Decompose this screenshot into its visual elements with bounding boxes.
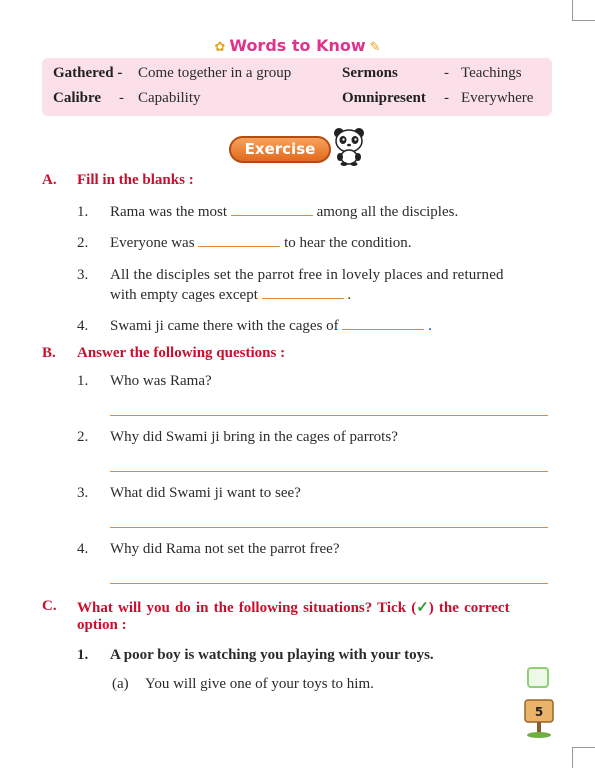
option-label: (a) <box>112 676 129 692</box>
word-meaning: Everywhere <box>461 90 534 106</box>
item-number: 1. <box>77 204 89 220</box>
section-c-title <box>77 598 510 617</box>
word-term: Sermons <box>342 65 398 81</box>
word-separator: - <box>444 65 449 81</box>
blank-line[interactable] <box>198 245 280 247</box>
word-entry <box>53 65 122 82</box>
answer-line[interactable] <box>110 527 548 528</box>
word-meaning: Capability <box>138 90 201 106</box>
item-number: 2. <box>77 235 89 251</box>
answer-line[interactable] <box>110 415 548 416</box>
fill-blank-item <box>110 235 412 252</box>
fill-blank-item <box>110 204 458 221</box>
item-text: . <box>347 287 352 303</box>
word-entry <box>53 90 101 107</box>
word-term: Omnipresent <box>342 90 426 106</box>
section-b-letter: B. <box>42 345 56 361</box>
panda-icon <box>331 126 367 166</box>
flower-icon: ✿ <box>214 40 226 55</box>
item-text: Rama was the most <box>110 204 228 220</box>
word-entry <box>342 65 398 82</box>
blank-line[interactable] <box>342 328 424 330</box>
word-entry <box>342 90 426 107</box>
page-number: 5 <box>534 705 544 719</box>
section-a-title: Fill in the blanks : <box>77 172 194 188</box>
crop-mark <box>572 747 595 748</box>
item-text: Everyone was <box>110 235 195 251</box>
question-text: Why did Swami ji bring in the cages of parrots? <box>110 429 398 445</box>
question-text: Who was Rama? <box>110 373 212 389</box>
item-number: 1. <box>77 647 89 663</box>
word-separator: - <box>444 90 449 106</box>
tick-icon: ✓ <box>416 600 429 616</box>
word-term: Calibre <box>53 90 102 106</box>
item-number: 4. <box>77 541 89 557</box>
blank-line[interactable] <box>262 297 344 299</box>
section-b-title: Answer the following questions : <box>77 345 286 361</box>
word-separator: - <box>117 65 123 81</box>
word-meaning: Come together in a group <box>138 65 292 81</box>
question-text: What did Swami ji want to see? <box>110 485 301 501</box>
page-number-sign <box>523 698 555 738</box>
item-text: with empty cages except <box>110 287 258 303</box>
answer-line[interactable] <box>110 471 548 472</box>
section-c-title-text: What will you do in the following situations? Tick ( <box>77 600 417 616</box>
situation-text: A poor boy is watching you playing with your toys. <box>110 647 434 663</box>
item-text: Swami ji came there with the cages of <box>110 318 339 334</box>
word-term: Gathered <box>53 65 114 81</box>
tick-checkbox[interactable] <box>527 667 549 688</box>
item-number: 3. <box>77 485 89 501</box>
section-c-letter: C. <box>42 598 57 614</box>
question-text: Why did Rama not set the parrot free? <box>110 541 340 557</box>
item-number: 1. <box>77 373 89 389</box>
item-text: to hear the condition. <box>284 235 412 251</box>
option-text: You will give one of your toys to him. <box>145 676 374 692</box>
section-a-letter: A. <box>42 172 57 188</box>
answer-line[interactable] <box>110 583 548 584</box>
exercise-badge: Exercise <box>229 136 331 163</box>
words-to-know-label: Words to Know <box>229 36 366 55</box>
item-number: 2. <box>77 429 89 445</box>
word-meaning: Teachings <box>461 65 522 81</box>
section-c-title-line2: option : <box>77 617 127 633</box>
fill-blank-item <box>110 318 432 335</box>
quill-icon: ✎ <box>369 40 381 55</box>
fill-blank-item-line1: All the disciples set the parrot free in lovely places and returned <box>110 267 504 283</box>
section-c-title-text: ) the correct <box>428 600 510 616</box>
crop-mark <box>572 748 573 768</box>
word-separator: - <box>119 90 124 106</box>
item-number: 4. <box>77 318 89 334</box>
item-text: . <box>428 318 432 334</box>
blank-line[interactable] <box>231 214 313 216</box>
crop-mark <box>572 20 595 21</box>
fill-blank-item <box>110 287 351 304</box>
crop-mark <box>572 0 573 20</box>
item-number: 3. <box>77 267 89 283</box>
words-to-know-title <box>0 36 595 55</box>
item-text: among all the disciples. <box>316 204 459 220</box>
